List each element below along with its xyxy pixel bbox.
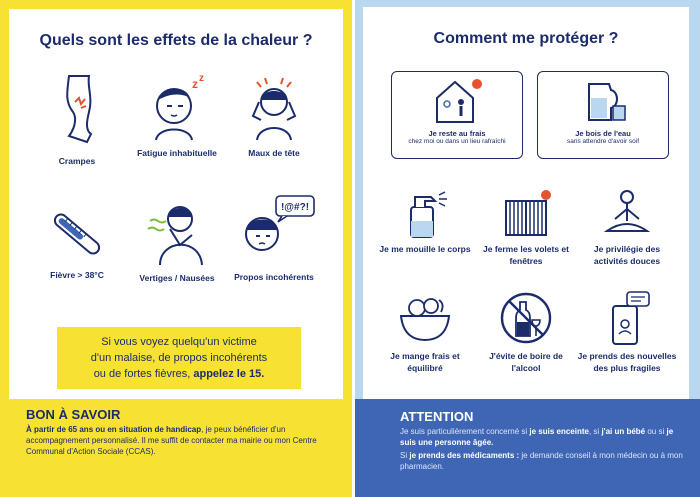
thermometer-icon <box>40 204 114 264</box>
effect-fatigue <box>127 72 227 159</box>
attention-text: Je suis particulièrement concerné si <box>400 427 530 436</box>
nausea-icon <box>140 199 214 267</box>
attention-section <box>355 399 700 497</box>
attention-medication: je prends des médicaments : <box>409 451 520 460</box>
effect-label: Fièvre > 38°C <box>50 270 104 280</box>
tip-avoid-alcohol <box>476 290 576 374</box>
tip-label: J'évite de boire de l'alcool <box>489 351 563 373</box>
alert-line: d'un malaise, de propos incohérents <box>90 352 268 364</box>
svg-text:z: z <box>192 77 198 91</box>
confused-speech-icon <box>232 194 316 266</box>
effect-label: Fatigue inhabituelle <box>137 148 217 158</box>
attention-text: ou si <box>645 427 667 436</box>
effect-label: Vertiges / Nausées <box>139 273 215 283</box>
tip-close-shutters <box>476 187 576 267</box>
alert-line-3 <box>57 366 301 382</box>
tip-label: Je prends des nouvelles des plus fragiles <box>577 351 677 373</box>
attention-text: , si <box>588 427 602 436</box>
protection-panel <box>355 0 700 497</box>
attention-title: ATTENTION <box>400 409 474 424</box>
tip-wet-body <box>375 187 475 255</box>
tip-gentle-activities <box>577 187 677 267</box>
headache-icon <box>239 72 309 142</box>
tip-eat-fresh <box>375 290 475 374</box>
food-bowl-icon <box>395 290 455 346</box>
good-to-know-bold: À partir de 65 ans ou en situation de handicap <box>26 425 202 434</box>
spray-bottle-icon <box>395 187 455 239</box>
effect-nausea <box>127 199 227 284</box>
card-subtitle: sans attendre d'avoir soif <box>566 138 640 145</box>
effect-label: Maux de tête <box>248 148 300 158</box>
effect-cramps <box>27 72 127 167</box>
shutters-icon <box>496 187 556 239</box>
yoga-icon <box>597 187 657 239</box>
heat-effects-title: Quels sont les effets de la chaleur ? <box>39 32 313 49</box>
attention-pregnant: je suis enceinte <box>529 427 589 436</box>
tip-label: Je mange frais et équilibré <box>390 351 460 373</box>
good-to-know-body: , je peux bénéficier d'un accompagnement personnalisé. Il me suffit de contacter ma mairie ou mon Centre Communal d'Action Sociale (CCAS). <box>26 425 317 456</box>
speech-symbols: !@#?! <box>280 202 310 213</box>
attention-text: Si <box>400 451 410 460</box>
card-subtitle: chez moi ou dans un lieu rafraîchi <box>408 138 506 145</box>
card-stay-cool <box>391 71 523 159</box>
tip-check-on-vulnerable <box>577 290 677 374</box>
alert-line-3-prefix: ou de fortes fièvres, <box>93 368 191 380</box>
no-alcohol-icon <box>496 290 556 346</box>
tip-label: Je me mouille le corps <box>379 244 471 254</box>
tired-person-icon <box>142 72 212 142</box>
emergency-alert-box <box>57 327 301 389</box>
phone-message-icon <box>597 290 657 346</box>
tip-label: Je privilégie des activités douces <box>593 244 661 266</box>
effect-fever <box>27 204 127 281</box>
effect-headache <box>224 72 324 159</box>
card-title: Je reste au frais <box>428 129 486 138</box>
effect-label: Crampes <box>58 156 96 166</box>
effect-incoherent-speech <box>224 194 324 283</box>
svg-text:z: z <box>199 73 204 84</box>
alert-line: Si vous voyez quelqu'un victime <box>101 336 257 348</box>
alert-call-15: appelez le 15. <box>193 368 265 380</box>
attention-paragraph-2 <box>400 450 690 472</box>
attention-paragraph-1 <box>400 426 690 448</box>
house-icon <box>429 76 485 126</box>
leg-cramp-icon <box>47 72 107 150</box>
protection-title: Comment me protéger ? <box>433 30 619 47</box>
attention-text: je demande conseil à mon médecin ou à mon pharmacien. <box>400 451 683 471</box>
effect-label: Propos incohérents <box>234 272 314 282</box>
heat-effects-content <box>9 9 343 399</box>
attention-baby: j'ai un bébé <box>601 427 646 436</box>
good-to-know-text <box>26 424 326 457</box>
water-jug-icon <box>575 76 631 126</box>
card-title: Je bois de l'eau <box>575 129 631 138</box>
attention-elderly: je suis une personne âgée. <box>400 427 674 447</box>
good-to-know-title: BON À SAVOIR <box>26 407 121 422</box>
card-drink-water <box>537 71 669 159</box>
protection-content <box>363 7 689 399</box>
tip-label: Je ferme les volets et fenêtres <box>483 244 569 266</box>
good-to-know-section <box>0 399 352 497</box>
